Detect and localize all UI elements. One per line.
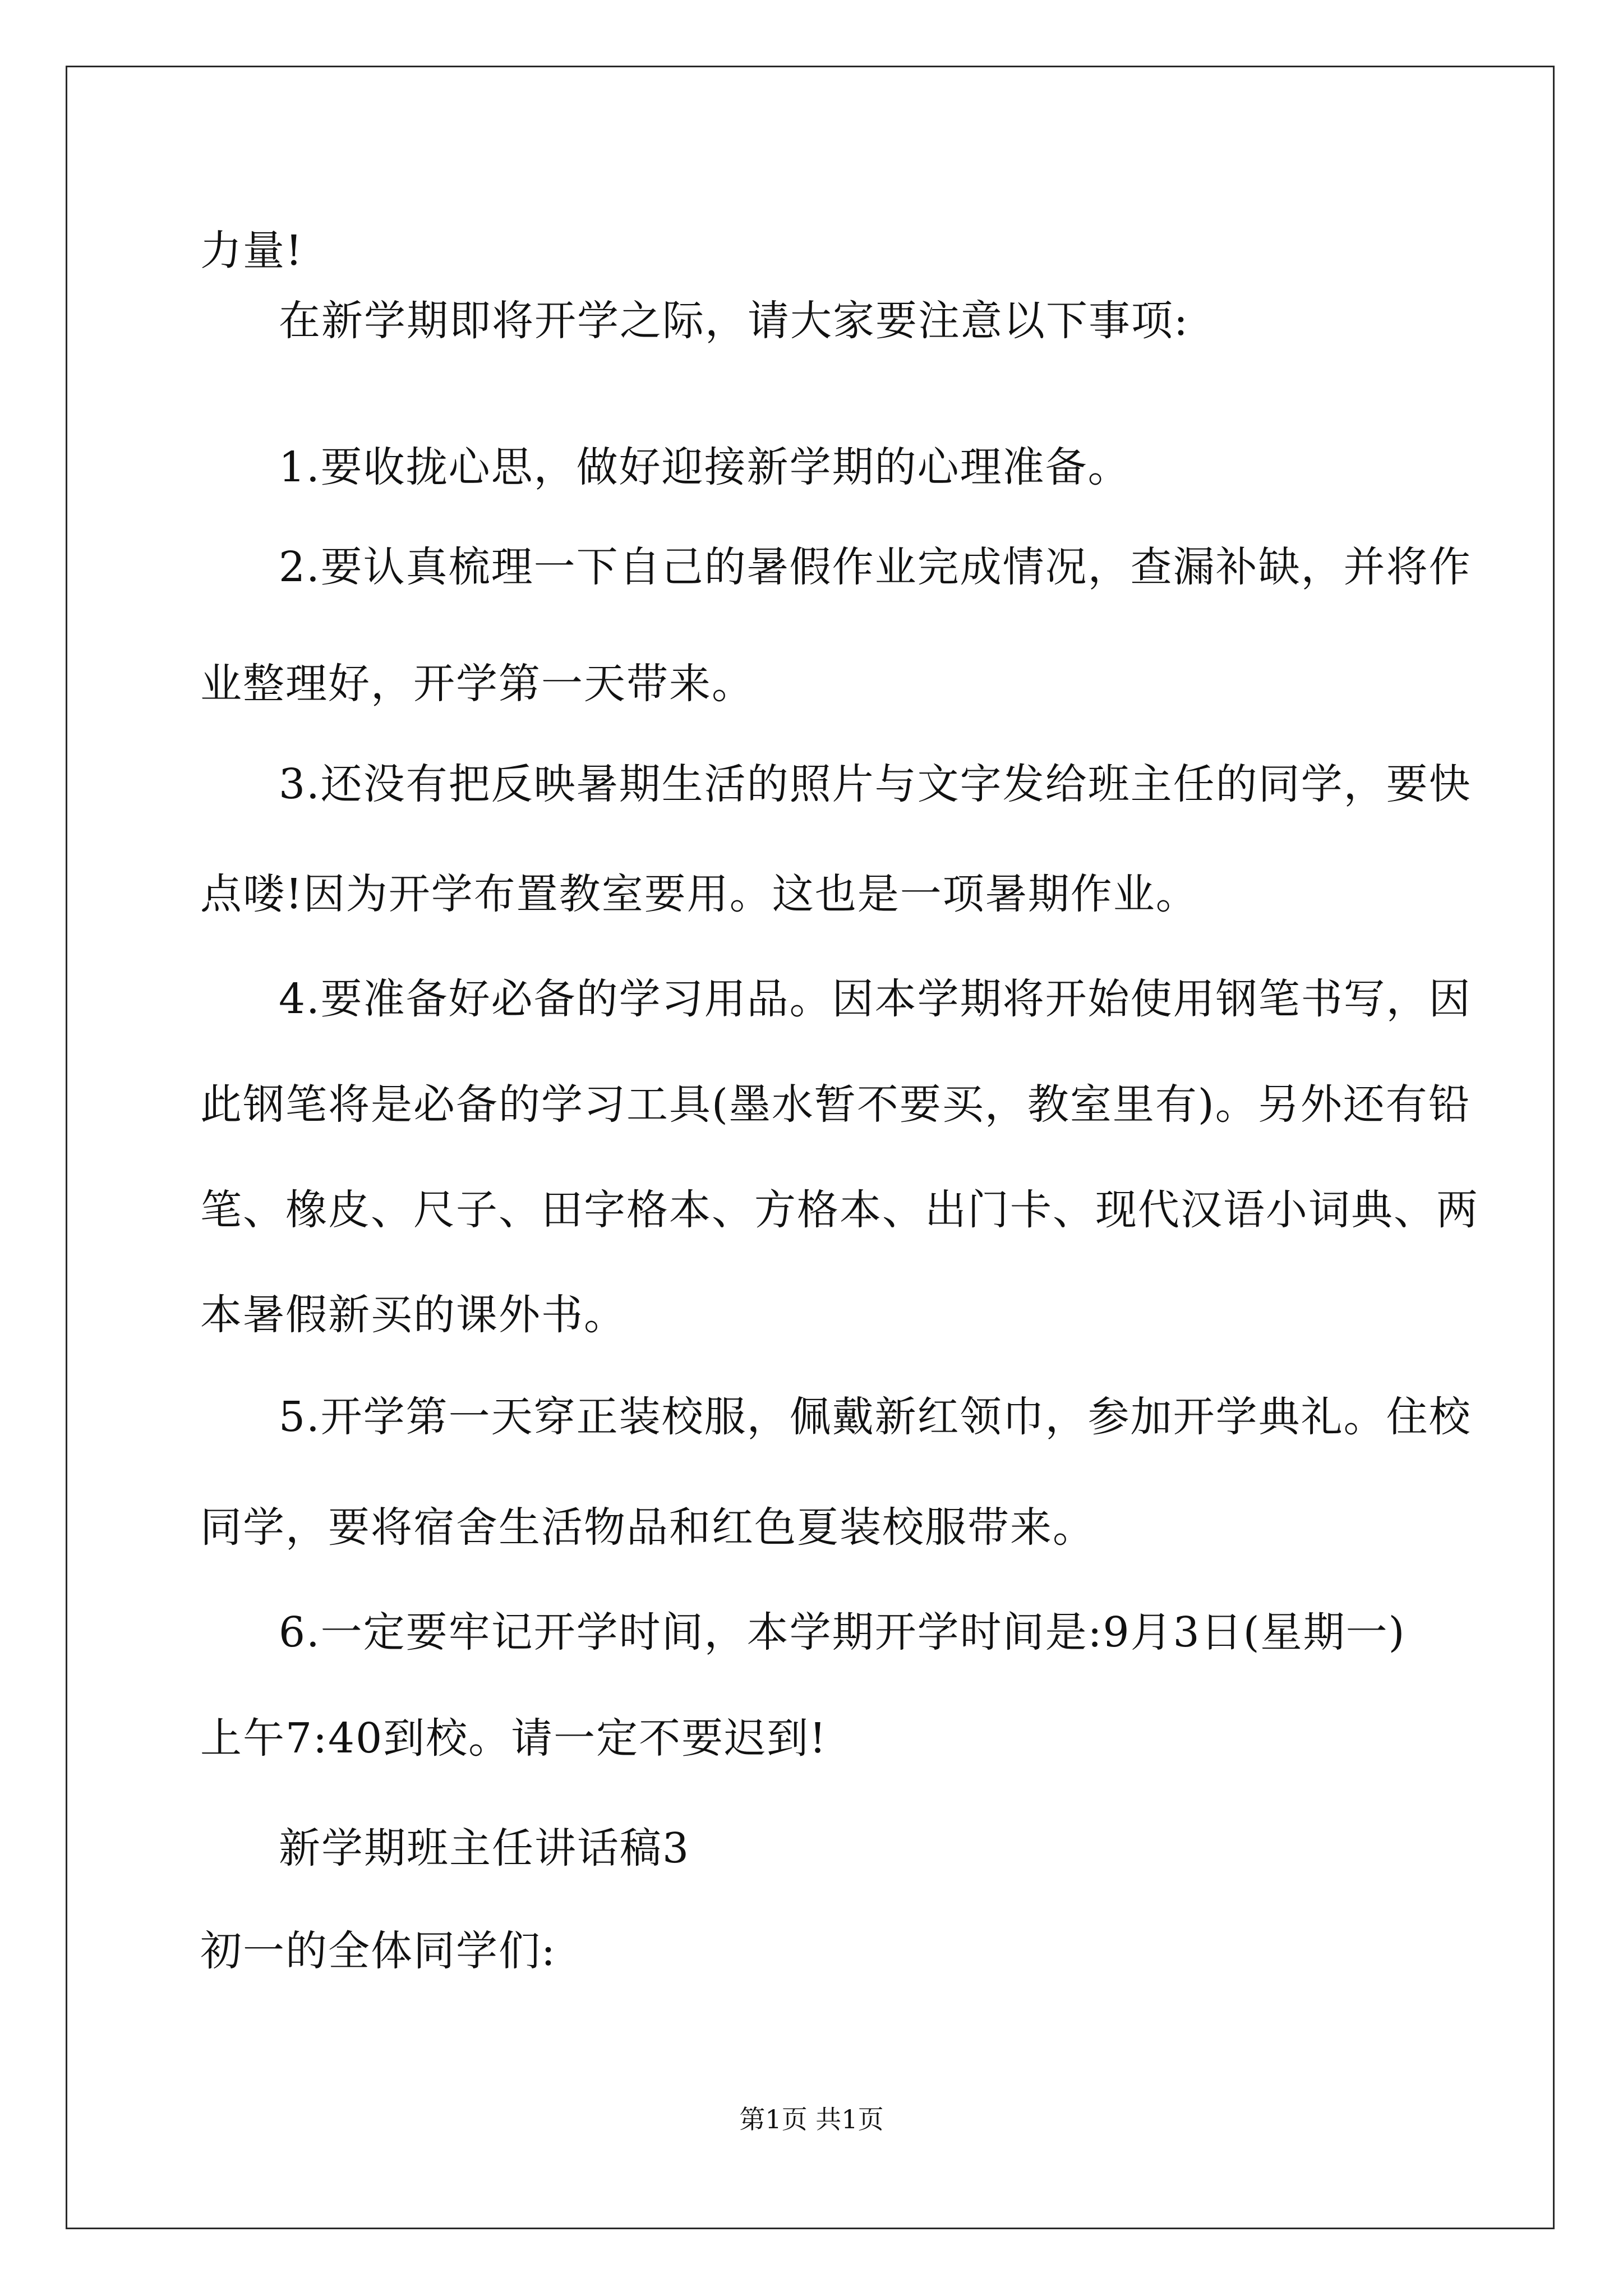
list-item-3-continued: 点喽!因为开学布置教室要用。这也是一项暑期作业。 xyxy=(200,870,1198,918)
paragraph-line: 在新学期即将开学之际，请大家要注意以下事项: xyxy=(279,297,1189,345)
list-item-5: 5.开学第一天穿正装校服，佩戴新红领巾，参加开学典礼。住校 xyxy=(279,1393,1472,1441)
list-item-4-continued: 此钢笔将是必备的学习工具(墨水暂不要买，教室里有)。另外还有铅 xyxy=(200,1080,1471,1129)
list-item-6: 6.一定要牢记开学时间，本学期开学时间是:9月3日(星期一) xyxy=(279,1608,1406,1657)
list-item-5-continued: 同学，要将宿舍生活物品和红色夏装校服带来。 xyxy=(200,1503,1095,1552)
list-item-4-continued: 笔、橡皮、尺子、田字格本、方格本、出门卡、现代汉语小词典、两 xyxy=(200,1186,1479,1234)
list-item-3: 3.还没有把反映暑期生活的照片与文字发给班主任的同学，要快 xyxy=(279,760,1472,808)
section-heading: 新学期班主任讲话稿3 xyxy=(279,1824,690,1872)
list-item-1: 1.要收拢心思，做好迎接新学期的心理准备。 xyxy=(279,443,1131,491)
page-number-footer: 第1页 共1页 xyxy=(739,2104,884,2134)
list-item-4: 4.要准备好必备的学习用品。因本学期将开始使用钢笔书写，因 xyxy=(279,975,1472,1023)
paragraph-line: 力量! xyxy=(200,227,303,275)
salutation: 初一的全体同学们: xyxy=(200,1927,556,1975)
list-item-6-continued: 上午7:40到校。请一定不要迟到! xyxy=(200,1714,827,1763)
list-item-4-continued: 本暑假新买的课外书。 xyxy=(200,1291,626,1339)
page-frame xyxy=(66,66,1555,2229)
list-item-2-continued: 业整理好，开学第一天带来。 xyxy=(200,660,754,708)
list-item-2: 2.要认真梳理一下自己的暑假作业完成情况，查漏补缺，并将作 xyxy=(279,543,1472,591)
